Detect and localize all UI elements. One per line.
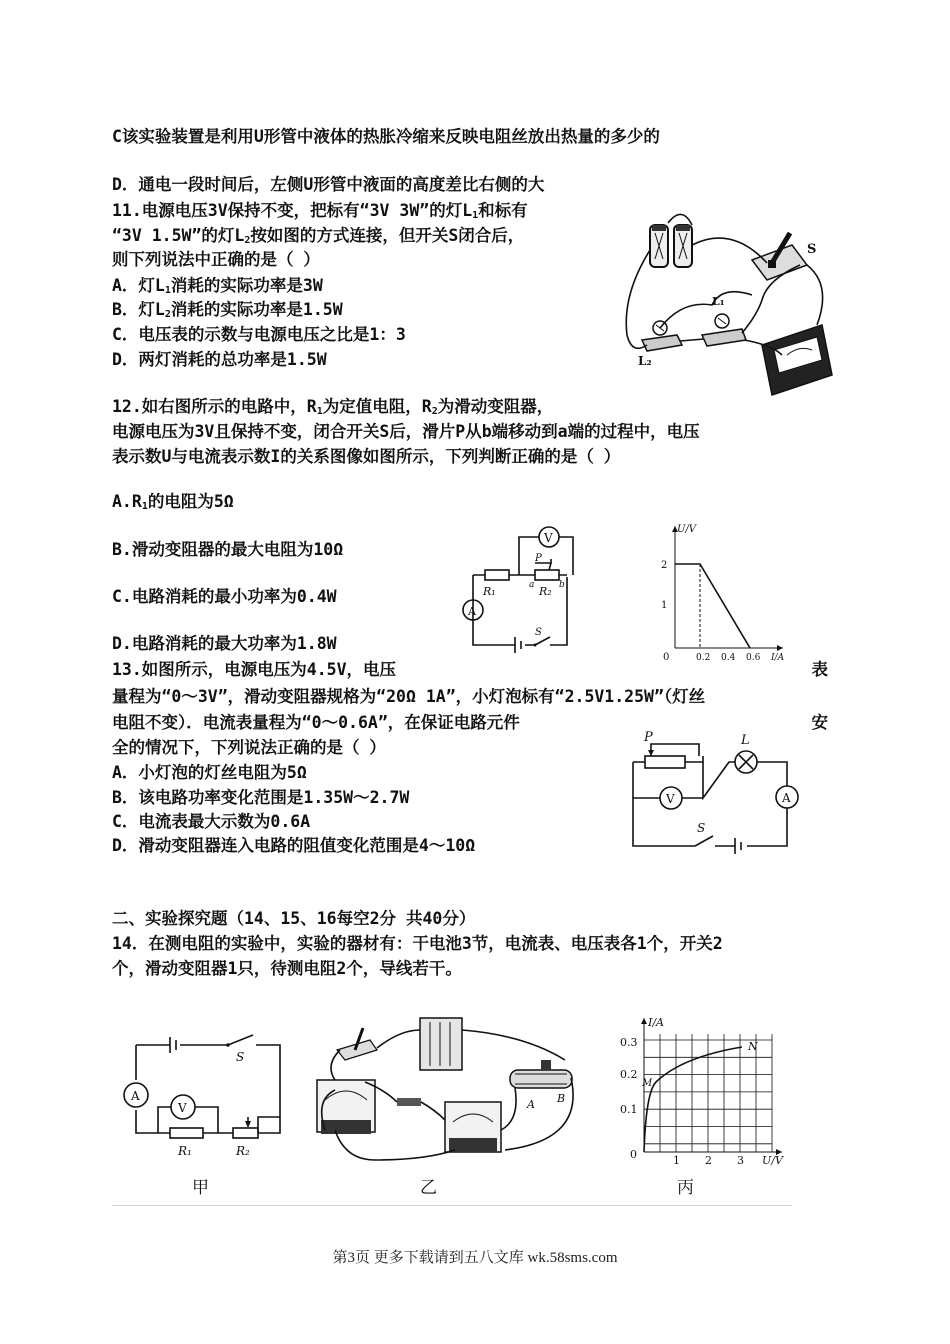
q11-circuit-figure <box>622 205 837 400</box>
q11-option-b: B．灯$L_2$消耗的实际功率是1.5W <box>112 300 343 320</box>
q12-graph-xtick-04: 0.4 <box>721 653 736 663</box>
q14-stem-line1: 14．在测电阻的实验中，实验的器材有：干电池3节，电流表、电压表各1个，开关2 <box>112 934 723 953</box>
q13-p-label: P <box>644 730 653 745</box>
voltmeter-icon <box>317 1080 375 1134</box>
q13-stem-line1: 13.如图所示，电源电压为4.5V，电压 表 <box>112 660 828 679</box>
q13-a-label: A <box>782 791 791 805</box>
q13-s-label: S <box>697 821 706 835</box>
bing-xtick-2: 2 <box>705 1154 712 1167</box>
q11-stem-line1: 11.电源电压3V保持不变，把标有“3V 3W”的灯$L_1$和标有 <box>112 201 528 221</box>
switch-icon <box>337 1028 377 1060</box>
q12-stem-line1: 12.如右图所示的电路中，$R_1$为定值电阻，$R_2$为滑动变阻器， <box>112 397 554 417</box>
q12-s-label: S <box>535 627 542 638</box>
q11-option-d: D．两灯消耗的总功率是1.5W <box>112 350 327 369</box>
rheostat-icon <box>510 1060 572 1088</box>
bing-point-n: N <box>748 1040 758 1053</box>
q13-stem-line2: 量程为“0～3V”，滑动变阻器规格为“20Ω 1A”，小灯泡标有“2.5V1.25W”（灯丝 <box>112 687 706 706</box>
bing-origin: 0 <box>630 1148 637 1161</box>
page-footer: 第3页 更多下载请到五八文库 wk.58sms.com <box>332 1250 618 1266</box>
q11-lamp1-label: L₁ <box>712 295 725 308</box>
lamp-l1-icon <box>702 314 746 346</box>
bing-curve <box>644 1047 742 1152</box>
bing-xtick-3: 3 <box>737 1154 744 1167</box>
q13-option-d: D．滑动变阻器连入电路的阻值变化范围是4～10Ω <box>112 836 476 855</box>
q12-graph-ytick-1: 1 <box>661 600 668 611</box>
q12-option-c: C.电路消耗的最小功率为0.4W <box>112 587 337 606</box>
q14-figure-yi <box>305 1010 590 1175</box>
q12-graph-ytick-2: 2 <box>661 560 668 571</box>
q11-option-a: A．灯$L_1$消耗的实际功率是3W <box>112 276 323 296</box>
ammeter-icon <box>445 1102 501 1152</box>
q11-lamp2-label: L₂ <box>638 354 652 368</box>
figure-caption-bing: 丙 <box>677 1178 694 1198</box>
q14-figure-bing <box>612 1012 792 1172</box>
q11-stem-line3: 则下列说法中正确的是（ ） <box>112 250 320 269</box>
q11-option-c: C．电压表的示数与电源电压之比是1：3 <box>112 325 406 344</box>
resistor-icon <box>397 1098 421 1106</box>
bing-ytick-03: 0.3 <box>620 1036 638 1049</box>
battery-icon <box>420 1018 462 1070</box>
q12-ammeter-label: A <box>468 605 476 618</box>
q13-circuit-figure <box>625 724 805 859</box>
q12-b-label: b <box>559 580 565 590</box>
q12-graph-xtick-02: 0.2 <box>696 653 711 663</box>
q12-a-label: a <box>529 580 535 590</box>
q12-stem-line3: 表示数U与电流表示数I的关系图像如图所示，下列判断正确的是（ ） <box>112 447 621 466</box>
jia-switch-label: S <box>236 1050 245 1064</box>
q13-v-label: V <box>666 792 675 806</box>
q12-graph-series-line <box>675 564 750 648</box>
yi-b-label: B <box>557 1092 566 1105</box>
q12-stem-line2: 电源电压为3V且保持不变，闭合开关S后，滑片P从b端移动到a端的过程中，电压 <box>112 422 700 441</box>
q13-stem-line4: 全的情况下，下列说法正确的是（ ） <box>112 738 386 757</box>
q12-p-label: P <box>535 553 542 564</box>
q12-option-a: $A.R_1$的电阻为5Ω <box>112 492 234 512</box>
q12-graph-origin: 0 <box>663 652 670 663</box>
jia-r2-label: R₂ <box>236 1144 250 1158</box>
bing-xtick-1: 1 <box>673 1154 680 1167</box>
figure-caption-jia: 甲 <box>192 1178 209 1198</box>
jia-r1-label: R₁ <box>178 1144 192 1158</box>
q12-r2-label: R₂ <box>539 585 552 598</box>
q10-option-d: D．通电一段时间后，左侧U形管中液面的高度差比右侧的大 <box>112 175 545 194</box>
q13-option-b: B．该电路功率变化范围是1.35W～2.7W <box>112 788 410 807</box>
q10-option-c: C该实验装置是利用U形管中液体的热胀冷缩来反映电阻丝放出热量的多少的 <box>112 127 660 146</box>
jia-voltmeter-label: V <box>178 1101 187 1115</box>
q12-graph-xtick-06: 0.6 <box>746 653 761 663</box>
figure-caption-yi: 乙 <box>420 1178 437 1198</box>
battery-icon <box>650 225 692 267</box>
jia-ammeter-label: A <box>131 1089 140 1103</box>
q11-stem-line2: “3V 1.5W”的灯$L_2$按如图的方式连接，但开关S闭合后， <box>112 226 525 246</box>
q14-figure-jia <box>118 1025 288 1195</box>
q12-voltmeter-label: V <box>544 531 553 545</box>
switch-icon <box>535 637 550 645</box>
q12-option-b: B.滑动变阻器的最大电阻为10Ω <box>112 540 344 559</box>
bing-point-m: M <box>642 1078 653 1089</box>
bing-ytick-02: 0.2 <box>620 1068 638 1081</box>
q13-option-a: A．小灯泡的灯丝电阻为5Ω <box>112 763 307 782</box>
q14-stem-line2: 个，滑动变阻器1只，待测电阻2个，导线若干。 <box>112 959 462 978</box>
q12-option-d: D.电路消耗的最大功率为1.8W <box>112 634 337 653</box>
q12-ui-graph <box>655 518 790 668</box>
q11-switch-label: S <box>807 242 817 257</box>
q13-l-label: L <box>741 733 750 748</box>
yi-a-label: A <box>527 1098 535 1111</box>
q13-stem-line3: 电阻不变）．电流表量程为“0～0.6A”，在保证电路元件 安 <box>112 713 828 732</box>
q12-circuit-figure <box>455 515 585 655</box>
q12-graph-xlabel: I/A <box>771 653 785 663</box>
bing-graph-ylabel: I/A <box>648 1016 664 1029</box>
q12-graph-ylabel: U/V <box>677 524 697 535</box>
switch-icon <box>695 836 713 846</box>
bing-ytick-01: 0.1 <box>620 1103 638 1116</box>
bing-graph-xlabel: U/V <box>762 1154 783 1167</box>
section2-heading: 二、实验探究题（14、15、16每空2分 共40分） <box>112 909 476 928</box>
q12-r1-label: R₁ <box>483 585 496 598</box>
voltmeter-icon <box>762 325 832 395</box>
page-divider <box>112 1205 792 1206</box>
q13-option-c: C．电流表最大示数为0.6A <box>112 812 311 831</box>
